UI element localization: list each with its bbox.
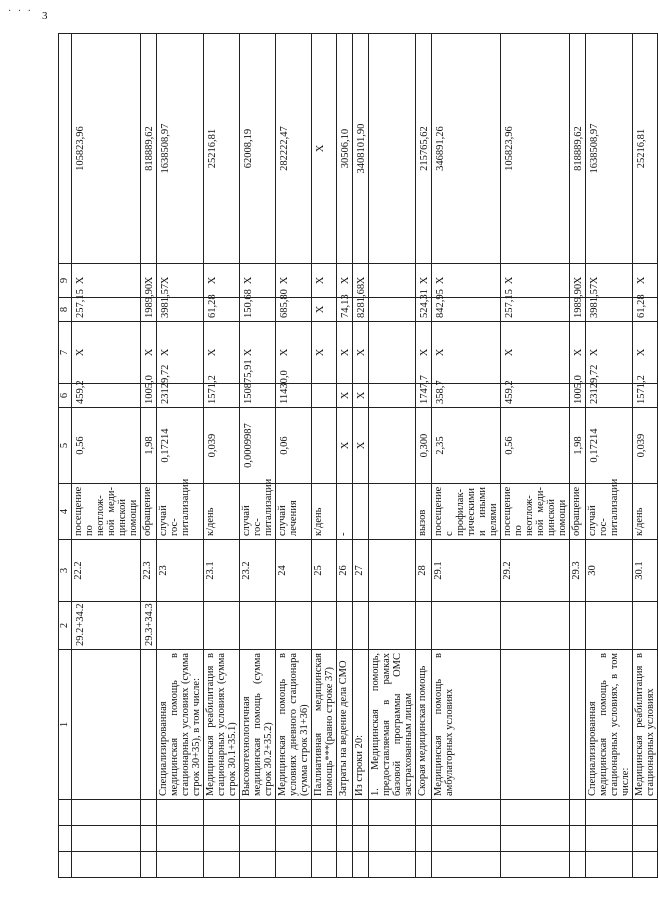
blank-cell	[157, 852, 204, 878]
cell-c6: 0,039	[204, 408, 240, 484]
cell-formula	[432, 602, 501, 650]
cell-c12: 282222,47	[276, 34, 312, 264]
column-number: 1	[59, 650, 72, 800]
cell-c7: 459,2	[72, 384, 141, 408]
cell-c8: Х	[633, 322, 658, 384]
cell-c6	[312, 408, 337, 484]
blank-cell	[353, 800, 369, 826]
blank-cell	[59, 34, 72, 264]
cell-label: Медицинская помощь в амбулаторных условиях	[432, 650, 501, 800]
cell-c10: Х	[337, 264, 353, 298]
blank-cell	[353, 826, 369, 852]
cell-unit: посещение с профилак-тическими и иными целями	[432, 484, 501, 540]
cell-c7: 23129,72	[157, 384, 204, 408]
blank-cell	[369, 852, 416, 878]
table-row	[337, 34, 353, 878]
cell-c8: Х	[276, 322, 312, 384]
page-number: 3	[42, 10, 48, 22]
cell-unit: к/день	[204, 484, 240, 540]
cell-code: 27	[353, 540, 369, 602]
cell-unit: случай лечения	[276, 484, 312, 540]
blank-cell	[501, 826, 570, 852]
cell-c7: 23129,72	[586, 384, 633, 408]
cell-c8: Х	[432, 322, 501, 384]
table-row	[276, 34, 312, 878]
cell-unit	[369, 484, 416, 540]
blank-cell	[586, 826, 633, 852]
cell-c8: Х	[72, 322, 141, 384]
cell-c6: Х	[337, 408, 353, 484]
cell-code: 30.1	[633, 540, 658, 602]
cell-c7: 11430,0	[276, 384, 312, 408]
blank-cell	[337, 852, 353, 878]
cell-c8: Х	[337, 322, 353, 384]
cell-label: Затраты на ведение дела СМО	[337, 650, 353, 800]
cell-c6: 0,56	[501, 408, 570, 484]
table-row	[157, 34, 204, 878]
cell-c6: 0,300	[416, 408, 432, 484]
cell-c8: Х	[570, 322, 586, 384]
cell-unit: к/день	[312, 484, 337, 540]
cell-c6: 0,06	[276, 408, 312, 484]
cell-c7: 1005,0	[141, 384, 157, 408]
cell-label	[501, 650, 570, 800]
cell-c7: 150875,91	[240, 384, 276, 408]
cell-c7: 1747,7	[416, 384, 432, 408]
cell-label: Высокотехнологичная медицинская помощь (сумма строк 30.2+35.2)	[240, 650, 276, 800]
scan-specks: · · ·	[8, 6, 33, 17]
cell-c6	[369, 408, 416, 484]
cell-c8: Х	[157, 322, 204, 384]
cell-c10: Х	[586, 264, 633, 298]
cell-c12	[369, 34, 416, 264]
cell-label	[570, 650, 586, 800]
blank-cell	[312, 852, 337, 878]
cell-c9: 61,28	[204, 298, 240, 322]
cell-c7: Х	[353, 384, 369, 408]
cell-c10: Х	[353, 264, 369, 298]
cell-c9: 685,80	[276, 298, 312, 322]
cell-formula	[570, 602, 586, 650]
cell-c7: 358,7	[432, 384, 501, 408]
cell-code: 30	[586, 540, 633, 602]
blank-cell	[586, 852, 633, 878]
cell-c10: Х	[276, 264, 312, 298]
cell-formula	[501, 602, 570, 650]
column-number: 8	[59, 298, 72, 322]
blank-cell	[586, 800, 633, 826]
cell-c6: 0,56	[72, 408, 141, 484]
column-number: 9	[59, 264, 72, 298]
cell-code: 29.1	[432, 540, 501, 602]
blank-cell	[570, 852, 586, 878]
cell-c10	[369, 264, 416, 298]
blank-cell	[59, 852, 72, 878]
blank-cell	[72, 826, 141, 852]
cell-c7: 1005,0	[570, 384, 586, 408]
blank-cell	[59, 800, 72, 826]
cell-c12: 1638508,97	[157, 34, 204, 264]
table-row	[501, 34, 570, 878]
cell-c12: 105823,96	[501, 34, 570, 264]
cell-formula	[586, 602, 633, 650]
cell-formula	[312, 602, 337, 650]
column-number: 3	[59, 540, 72, 602]
column-number: 4	[59, 484, 72, 540]
blank-cell	[633, 852, 658, 878]
blank-cell	[337, 800, 353, 826]
cell-c10: Х	[432, 264, 501, 298]
blank-cell	[570, 826, 586, 852]
blank-cell	[141, 800, 157, 826]
table-row	[586, 34, 633, 878]
cell-c9: Х	[312, 298, 337, 322]
blank-cell	[204, 826, 240, 852]
cell-unit: вызов	[416, 484, 432, 540]
cell-c7: Х	[337, 384, 353, 408]
cell-c10: Х	[240, 264, 276, 298]
cell-c12: 818889,62	[141, 34, 157, 264]
blank-cell	[416, 800, 432, 826]
cell-c12: Х	[312, 34, 337, 264]
table-row	[204, 34, 240, 878]
cell-c9: 150,68	[240, 298, 276, 322]
cell-c10: Х	[141, 264, 157, 298]
cell-code: 23.2	[240, 540, 276, 602]
cell-unit: случай гос-питализации	[157, 484, 204, 540]
cell-c12: 25216,81	[633, 34, 658, 264]
cell-c9: 61,28	[633, 298, 658, 322]
rotated-page	[58, 34, 656, 878]
cell-unit: случай гос-питализации	[586, 484, 633, 540]
cell-unit: посещение по неотлож-ной меди-цинской помощи	[501, 484, 570, 540]
cell-c8: Х	[353, 322, 369, 384]
cell-c12: 25216,81	[204, 34, 240, 264]
cell-c10: Х	[570, 264, 586, 298]
cell-code	[369, 540, 416, 602]
cell-c8	[369, 322, 416, 384]
cell-c9: 3981,57	[586, 298, 633, 322]
cell-c9: 1989,90	[141, 298, 157, 322]
column-number: 5	[59, 408, 72, 484]
blank-cell	[312, 800, 337, 826]
cell-c10: Х	[416, 264, 432, 298]
table-row	[141, 34, 157, 878]
blank-cell	[570, 800, 586, 826]
blank-cell	[432, 800, 501, 826]
cell-label: Специализированная медицинская помощь в стационарных условиях (сумма строк 30+35), в том числе:	[157, 650, 204, 800]
cell-c7	[369, 384, 416, 408]
blank-cell	[141, 826, 157, 852]
blank-cell	[337, 826, 353, 852]
cell-c9: 257,15	[72, 298, 141, 322]
cell-c9: 524,31	[416, 298, 432, 322]
cell-c12: 1638508,97	[586, 34, 633, 264]
cell-label	[141, 650, 157, 800]
blank-cell	[633, 800, 658, 826]
table-row	[72, 34, 141, 878]
cell-code: 23.1	[204, 540, 240, 602]
cell-c6: 1,98	[570, 408, 586, 484]
cell-c12: 346891,26	[432, 34, 501, 264]
cell-c8: Х	[501, 322, 570, 384]
blank-cell	[353, 852, 369, 878]
cell-unit: -	[337, 484, 353, 540]
cell-c8: Х	[204, 322, 240, 384]
cell-c10: Х	[157, 264, 204, 298]
cell-unit: к/день	[633, 484, 658, 540]
cell-c6: 1,98	[141, 408, 157, 484]
cell-c10: Х	[204, 264, 240, 298]
table-row	[416, 34, 432, 878]
table-row	[633, 34, 658, 878]
cell-c9: 842,95	[432, 298, 501, 322]
cell-c7: 459,2	[501, 384, 570, 408]
cell-c12: 818889,62	[570, 34, 586, 264]
cell-c6: 0,17214	[586, 408, 633, 484]
cell-c10: Х	[72, 264, 141, 298]
cell-c6: 2,35	[432, 408, 501, 484]
cell-c12: 62008,19	[240, 34, 276, 264]
cell-code: 23	[157, 540, 204, 602]
cell-c6: 0,17214	[157, 408, 204, 484]
cell-formula	[276, 602, 312, 650]
cell-c8: Х	[312, 322, 337, 384]
cell-c10: Х	[501, 264, 570, 298]
cell-c9: 74,13	[337, 298, 353, 322]
table-row	[432, 34, 501, 878]
cell-c7: 1571,2	[633, 384, 658, 408]
cell-formula	[157, 602, 204, 650]
cell-unit	[353, 484, 369, 540]
cell-formula	[353, 602, 369, 650]
cell-label: Из строки 20:	[353, 650, 369, 800]
cell-label: Специализированная медицинская помощь в стационарных условиях, в том числе:	[586, 650, 633, 800]
column-number: 7	[59, 322, 72, 384]
blank-cell	[240, 826, 276, 852]
table-row	[369, 34, 416, 878]
cell-formula	[416, 602, 432, 650]
header-row	[59, 34, 72, 878]
cell-c8: Х	[416, 322, 432, 384]
cell-label: Паллиативная медицинская помощь***(равно строке 37)	[312, 650, 337, 800]
cell-formula	[240, 602, 276, 650]
blank-cell	[72, 852, 141, 878]
blank-cell	[369, 826, 416, 852]
cell-c10: Х	[633, 264, 658, 298]
blank-cell	[416, 826, 432, 852]
cell-formula: 29.2+34.2	[72, 602, 141, 650]
cell-c7: 1571,2	[204, 384, 240, 408]
cell-code: 29.2	[501, 540, 570, 602]
cell-formula	[369, 602, 416, 650]
table-row	[240, 34, 276, 878]
blank-cell	[432, 852, 501, 878]
cell-formula: 29.3+34.3	[141, 602, 157, 650]
blank-cell	[157, 800, 204, 826]
cell-unit: обращение	[141, 484, 157, 540]
cell-c9: 257,15	[501, 298, 570, 322]
cell-c8: Х	[240, 322, 276, 384]
cell-c6: 0,0009987	[240, 408, 276, 484]
cell-code: 28	[416, 540, 432, 602]
cell-c8: Х	[586, 322, 633, 384]
cell-code: 25	[312, 540, 337, 602]
cell-code: 29.3	[570, 540, 586, 602]
blank-cell	[416, 852, 432, 878]
cell-c9: 1989,90	[570, 298, 586, 322]
tariff-table	[58, 33, 658, 878]
cell-code: 24	[276, 540, 312, 602]
table-body	[59, 34, 658, 878]
cell-code: 22.2	[72, 540, 141, 602]
cell-c7	[312, 384, 337, 408]
cell-unit: обращение	[570, 484, 586, 540]
cell-label: Медицинская помощь в условиях дневного стационара (сумма строк 31+36)	[276, 650, 312, 800]
cell-c9: 3981,57	[157, 298, 204, 322]
blank-cell	[240, 800, 276, 826]
column-number: 2	[59, 602, 72, 650]
cell-code: 26	[337, 540, 353, 602]
blank-cell	[633, 826, 658, 852]
blank-cell	[157, 826, 204, 852]
cell-label: Скорая медицинская помощь	[416, 650, 432, 800]
table-row	[570, 34, 586, 878]
cell-c8: Х	[141, 322, 157, 384]
blank-cell	[501, 852, 570, 878]
cell-formula	[633, 602, 658, 650]
blank-cell	[59, 826, 72, 852]
cell-c12: 30506,10	[337, 34, 353, 264]
table-row	[312, 34, 337, 878]
blank-cell	[432, 826, 501, 852]
blank-cell	[276, 852, 312, 878]
cell-label: Медицинская реабилитация в стационарных условиях (сумма строк 30.1+35.1)	[204, 650, 240, 800]
blank-cell	[72, 800, 141, 826]
blank-cell	[369, 800, 416, 826]
table-row	[353, 34, 369, 878]
cell-c9	[369, 298, 416, 322]
cell-label: 1. Медицинская помощь, предоставляемая в рамках базовой программы ОМС застрахованным лицам	[369, 650, 416, 800]
cell-formula	[204, 602, 240, 650]
blank-cell	[141, 852, 157, 878]
cell-code: 22.3	[141, 540, 157, 602]
column-number: 6	[59, 384, 72, 408]
cell-c9: 8281,68	[353, 298, 369, 322]
cell-unit: случай гос-питализации	[240, 484, 276, 540]
cell-c6: 0,039	[633, 408, 658, 484]
cell-formula	[337, 602, 353, 650]
cell-c10: Х	[312, 264, 337, 298]
blank-cell	[501, 800, 570, 826]
cell-unit: посещение по неотлож-ной меди-цинской помощи	[72, 484, 141, 540]
cell-c12: 215765,62	[416, 34, 432, 264]
blank-cell	[240, 852, 276, 878]
cell-label: Медицинская реабилитация в стационарных условиях	[633, 650, 658, 800]
cell-label	[72, 650, 141, 800]
blank-cell	[276, 826, 312, 852]
blank-cell	[204, 800, 240, 826]
cell-c12: 105823,96	[72, 34, 141, 264]
cell-c12: 3408101,90	[353, 34, 369, 264]
cell-c6: Х	[353, 408, 369, 484]
blank-cell	[204, 852, 240, 878]
blank-cell	[312, 826, 337, 852]
blank-cell	[276, 800, 312, 826]
